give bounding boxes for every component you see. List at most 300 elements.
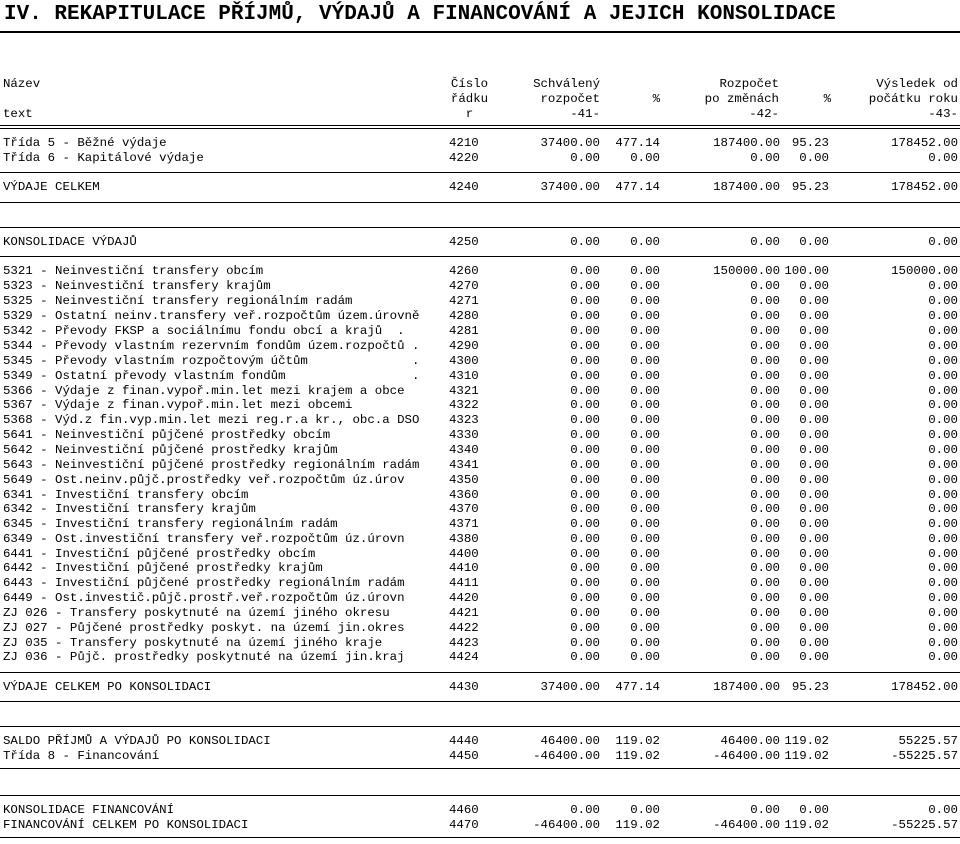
row-code: 4280 <box>449 309 479 323</box>
revised-budget: 0.00 <box>750 294 780 308</box>
approved-percent: 0.00 <box>630 279 660 293</box>
approved-percent: 0.00 <box>630 309 660 323</box>
section-rule <box>0 172 960 173</box>
table-row <box>0 621 960 636</box>
revised-percent: 0.00 <box>799 279 829 293</box>
header-code: řádku <box>450 92 489 106</box>
table-row <box>0 294 960 309</box>
revised-percent: 0.00 <box>799 576 829 590</box>
revised-percent: 0.00 <box>799 621 829 635</box>
approved-percent: 0.00 <box>630 235 660 249</box>
table-row <box>0 636 960 651</box>
row-code: 4410 <box>449 561 479 575</box>
row-label: Třída 5 - Běžné výdaje <box>3 136 167 150</box>
result-value: 178452.00 <box>891 680 958 694</box>
approved-percent: 0.00 <box>630 339 660 353</box>
revised-percent: 0.00 <box>799 398 829 412</box>
approved-budget: 0.00 <box>570 636 600 650</box>
revised-percent: 0.00 <box>799 339 829 353</box>
section-rule <box>0 128 960 129</box>
row-code: 4430 <box>449 680 479 694</box>
row-label: VÝDAJE CELKEM <box>3 180 100 194</box>
section-rule <box>0 256 960 257</box>
revised-percent: 0.00 <box>799 636 829 650</box>
approved-budget: 0.00 <box>570 650 600 664</box>
row-label: 5342 - Převody FKSP a sociálnímu fondu obcí a krajů . <box>3 324 405 338</box>
approved-budget: 0.00 <box>570 398 600 412</box>
header-result: počátku roku <box>868 92 958 106</box>
row-label: 5643 - Neinvestiční půjčené prostředky regionálním radám <box>3 458 420 472</box>
revised-percent: 0.00 <box>799 294 829 308</box>
table-row <box>0 443 960 458</box>
revised-budget: 0.00 <box>750 576 780 590</box>
revised-percent: 0.00 <box>799 606 829 620</box>
revised-budget: 0.00 <box>750 443 780 457</box>
row-code: 4371 <box>449 517 479 531</box>
row-label: 5345 - Převody vlastním rozpočtovým účtům . <box>3 354 420 368</box>
result-value: 0.00 <box>928 576 958 590</box>
revised-percent: 0.00 <box>799 309 829 323</box>
row-label: Třída 8 - Financování <box>3 749 160 763</box>
revised-percent: 0.00 <box>799 650 829 664</box>
result-value: 0.00 <box>928 309 958 323</box>
table-row <box>0 279 960 294</box>
revised-budget: 0.00 <box>750 324 780 338</box>
header-budget: po změnách <box>704 92 779 106</box>
row-label: 6441 - Investiční půjčené prostředky obcím <box>3 547 316 561</box>
revised-percent: 0.00 <box>799 547 829 561</box>
table-row <box>0 235 960 250</box>
approved-percent: 0.00 <box>630 650 660 664</box>
table-row <box>0 428 960 443</box>
approved-percent: 0.00 <box>630 413 660 427</box>
table-row <box>0 532 960 547</box>
revised-budget: 0.00 <box>750 547 780 561</box>
approved-percent: 0.00 <box>630 443 660 457</box>
revised-budget: 0.00 <box>750 488 780 502</box>
approved-percent: 0.00 <box>630 458 660 472</box>
approved-percent: 0.00 <box>630 369 660 383</box>
header-name: Název <box>3 77 41 91</box>
header-approved: Schválený <box>533 77 600 91</box>
approved-budget: 37400.00 <box>540 680 600 694</box>
row-code: 4271 <box>449 294 479 308</box>
row-label: ZJ 026 - Transfery poskytnuté na území jiného okresu <box>3 606 390 620</box>
approved-percent: 0.00 <box>630 473 660 487</box>
revised-budget: 0.00 <box>750 803 780 817</box>
revised-percent: 0.00 <box>799 532 829 546</box>
row-label: ZJ 035 - Transfery poskytnuté na území jiného kraje <box>3 636 383 650</box>
row-code: 4322 <box>449 398 479 412</box>
result-value: 0.00 <box>928 561 958 575</box>
row-code: 4440 <box>449 734 479 748</box>
approved-percent: 119.02 <box>615 734 660 748</box>
row-code: 4341 <box>449 458 479 472</box>
revised-budget: 0.00 <box>750 621 780 635</box>
revised-budget: 0.00 <box>750 428 780 442</box>
row-code: 4340 <box>449 443 479 457</box>
revised-percent: 0.00 <box>799 413 829 427</box>
row-label: 6341 - Investiční transfery obcím <box>3 488 249 502</box>
row-label: 5367 - Výdaje z finan.vypoř.min.let mezi obcemi <box>3 398 353 412</box>
revised-budget: 0.00 <box>750 636 780 650</box>
row-code: 4411 <box>449 576 479 590</box>
approved-percent: 477.14 <box>615 680 660 694</box>
result-value: 0.00 <box>928 369 958 383</box>
row-label: 5329 - Ostatní neinv.transfery veř.rozpočtům územ.úrovně <box>3 309 420 323</box>
row-label: 5321 - Neinvestiční transfery obcím <box>3 264 264 278</box>
approved-budget: 0.00 <box>570 502 600 516</box>
revised-budget: 0.00 <box>750 591 780 605</box>
approved-percent: 0.00 <box>630 576 660 590</box>
row-code: 4220 <box>449 151 479 165</box>
table-row <box>0 547 960 562</box>
revised-percent: 0.00 <box>799 502 829 516</box>
row-code: 4250 <box>449 235 479 249</box>
table-row <box>0 818 960 833</box>
header-budget: Rozpočet <box>719 77 779 91</box>
result-value: 0.00 <box>928 650 958 664</box>
row-label: 5649 - Ost.neinv.půjč.prostředky veř.rozpočtům úz.úrov <box>3 473 405 487</box>
row-code: 4400 <box>449 547 479 561</box>
revised-budget: 0.00 <box>750 339 780 353</box>
row-label: ZJ 027 - Půjčené prostředky poskyt. na území jin.okres <box>3 621 405 635</box>
result-value: 0.00 <box>928 488 958 502</box>
revised-budget: 0.00 <box>750 517 780 531</box>
revised-percent: 0.00 <box>799 488 829 502</box>
row-label: KONSOLIDACE FINANCOVÁNÍ <box>3 803 175 817</box>
table-row <box>0 473 960 488</box>
revised-budget: 0.00 <box>750 458 780 472</box>
row-code: 4270 <box>449 279 479 293</box>
header-result: -43- <box>928 107 958 121</box>
row-label: VÝDAJE CELKEM PO KONSOLIDACI <box>3 680 212 694</box>
approved-budget: 0.00 <box>570 413 600 427</box>
header-code: Číslo <box>450 77 489 91</box>
approved-percent: 0.00 <box>630 561 660 575</box>
header-approved: -41- <box>570 107 600 121</box>
revised-percent: 119.02 <box>784 734 829 748</box>
result-value: 0.00 <box>928 324 958 338</box>
table-row <box>0 369 960 384</box>
result-value: 0.00 <box>928 443 958 457</box>
table-row <box>0 180 960 195</box>
result-value: 150000.00 <box>891 264 958 278</box>
revised-percent: 119.02 <box>784 749 829 763</box>
revised-budget: 0.00 <box>750 561 780 575</box>
revised-budget: 0.00 <box>750 473 780 487</box>
row-code: 4300 <box>449 354 479 368</box>
approved-budget: 0.00 <box>570 235 600 249</box>
header-result: Výsledek od <box>876 77 958 91</box>
table-row <box>0 803 960 818</box>
approved-budget: 0.00 <box>570 309 600 323</box>
approved-budget: 0.00 <box>570 547 600 561</box>
result-value: 0.00 <box>928 279 958 293</box>
revised-budget: 0.00 <box>750 235 780 249</box>
approved-budget: 0.00 <box>570 428 600 442</box>
row-code: 4424 <box>449 650 479 664</box>
row-code: 4281 <box>449 324 479 338</box>
row-code: 4290 <box>449 339 479 353</box>
row-code: 4260 <box>449 264 479 278</box>
table-row <box>0 680 960 695</box>
revised-budget: 187400.00 <box>713 180 780 194</box>
approved-budget: 0.00 <box>570 591 600 605</box>
approved-budget: 0.00 <box>570 488 600 502</box>
revised-percent: 0.00 <box>799 803 829 817</box>
header-code: r <box>465 107 474 121</box>
approved-percent: 0.00 <box>630 398 660 412</box>
revised-percent: 95.23 <box>791 680 829 694</box>
result-value: 0.00 <box>928 354 958 368</box>
row-code: 4422 <box>449 621 479 635</box>
result-value: 0.00 <box>928 384 958 398</box>
approved-budget: 0.00 <box>570 279 600 293</box>
approved-percent: 0.00 <box>630 488 660 502</box>
row-code: 4380 <box>449 532 479 546</box>
approved-budget: 0.00 <box>570 473 600 487</box>
row-code: 4421 <box>449 606 479 620</box>
result-value: 0.00 <box>928 413 958 427</box>
result-value: 0.00 <box>928 294 958 308</box>
approved-percent: 0.00 <box>630 264 660 278</box>
section-rule <box>0 837 960 838</box>
revised-percent: 0.00 <box>799 324 829 338</box>
revised-budget: -46400.00 <box>713 818 780 832</box>
result-value: 0.00 <box>928 502 958 516</box>
result-value: 0.00 <box>928 151 958 165</box>
row-label: Třída 6 - Kapitálové výdaje <box>3 151 204 165</box>
revised-percent: 0.00 <box>799 428 829 442</box>
row-label: 5325 - Neinvestiční transfery regionálním radám <box>3 294 353 308</box>
result-value: 55225.57 <box>898 734 958 748</box>
revised-percent: 0.00 <box>799 517 829 531</box>
revised-percent: 0.00 <box>799 151 829 165</box>
approved-percent: 0.00 <box>630 591 660 605</box>
header-line-1 <box>0 77 960 92</box>
revised-budget: 0.00 <box>750 369 780 383</box>
revised-budget: 187400.00 <box>713 680 780 694</box>
table-row <box>0 413 960 428</box>
approved-budget: 0.00 <box>570 532 600 546</box>
result-value: 0.00 <box>928 532 958 546</box>
revised-budget: 0.00 <box>750 354 780 368</box>
approved-budget: 0.00 <box>570 443 600 457</box>
approved-percent: 0.00 <box>630 803 660 817</box>
result-value: 0.00 <box>928 473 958 487</box>
revised-budget: 0.00 <box>750 606 780 620</box>
table-row <box>0 136 960 151</box>
revised-percent: 0.00 <box>799 384 829 398</box>
section-rule <box>0 701 960 702</box>
approved-percent: 0.00 <box>630 428 660 442</box>
row-label: 6345 - Investiční transfery regionálním radám <box>3 517 338 531</box>
approved-budget: 0.00 <box>570 803 600 817</box>
revised-percent: 0.00 <box>799 458 829 472</box>
result-value: -55225.57 <box>891 818 958 832</box>
section-rule <box>0 202 960 203</box>
row-label: 6349 - Ost.investiční transfery veř.rozpočtům úz.úrovn <box>3 532 405 546</box>
approved-budget: 0.00 <box>570 621 600 635</box>
row-label: 6443 - Investiční půjčené prostředky regionálním radám <box>3 576 405 590</box>
approved-budget: 0.00 <box>570 606 600 620</box>
revised-budget: 0.00 <box>750 151 780 165</box>
approved-budget: 0.00 <box>570 561 600 575</box>
result-value: 0.00 <box>928 235 958 249</box>
section-rule <box>0 227 960 228</box>
result-value: 178452.00 <box>891 136 958 150</box>
approved-budget: 0.00 <box>570 151 600 165</box>
table-row <box>0 354 960 369</box>
revised-budget: -46400.00 <box>713 749 780 763</box>
approved-percent: 0.00 <box>630 606 660 620</box>
result-value: 0.00 <box>928 428 958 442</box>
row-code: 4321 <box>449 384 479 398</box>
approved-budget: 0.00 <box>570 264 600 278</box>
row-code: 4470 <box>449 818 479 832</box>
row-label: 5368 - Výd.z fin.vyp.min.let mezi reg.r.a kr., obc.a DSO <box>3 413 420 427</box>
approved-percent: 477.14 <box>615 136 660 150</box>
revised-percent: 100.00 <box>784 264 829 278</box>
table-row <box>0 339 960 354</box>
approved-budget: -46400.00 <box>533 818 600 832</box>
revised-budget: 150000.00 <box>713 264 780 278</box>
revised-percent: 0.00 <box>799 561 829 575</box>
row-code: 4360 <box>449 488 479 502</box>
result-value: -55225.57 <box>891 749 958 763</box>
revised-percent: 95.23 <box>791 136 829 150</box>
revised-percent: 95.23 <box>791 180 829 194</box>
approved-percent: 119.02 <box>615 749 660 763</box>
row-label: 5323 - Neinvestiční transfery krajům <box>3 279 271 293</box>
row-label: KONSOLIDACE VÝDAJŮ <box>3 235 137 249</box>
table-row <box>0 576 960 591</box>
result-value: 0.00 <box>928 591 958 605</box>
revised-budget: 0.00 <box>750 502 780 516</box>
table-row <box>0 324 960 339</box>
approved-percent: 0.00 <box>630 384 660 398</box>
table-row <box>0 650 960 665</box>
approved-budget: 0.00 <box>570 384 600 398</box>
result-value: 0.00 <box>928 803 958 817</box>
row-label: FINANCOVÁNÍ CELKEM PO KONSOLIDACI <box>3 818 249 832</box>
result-value: 0.00 <box>928 621 958 635</box>
section-rule <box>0 768 960 769</box>
table-row <box>0 734 960 749</box>
table-row <box>0 458 960 473</box>
header-line-2 <box>0 92 960 107</box>
result-value: 0.00 <box>928 547 958 561</box>
row-label: 5366 - Výdaje z finan.vypoř.min.let mezi krajem a obce <box>3 384 405 398</box>
approved-budget: 0.00 <box>570 458 600 472</box>
approved-budget: 0.00 <box>570 354 600 368</box>
row-code: 4420 <box>449 591 479 605</box>
row-code: 4210 <box>449 136 479 150</box>
result-value: 0.00 <box>928 458 958 472</box>
row-label: 5641 - Neinvestiční půjčené prostředky obcím <box>3 428 331 442</box>
row-code: 4330 <box>449 428 479 442</box>
revised-budget: 0.00 <box>750 384 780 398</box>
row-label: ZJ 036 - Půjč. prostředky poskytnuté na území jin.kraj <box>3 650 405 664</box>
approved-budget: 37400.00 <box>540 180 600 194</box>
approved-budget: 0.00 <box>570 517 600 531</box>
row-label: 5344 - Převody vlastním rezervním fondům územ.rozpočtů . <box>3 339 420 353</box>
header-line-3 <box>0 107 960 122</box>
header-name: text <box>3 107 33 121</box>
header-rule <box>0 125 960 126</box>
row-label: 6342 - Investiční transfery krajům <box>3 502 256 516</box>
revised-budget: 0.00 <box>750 279 780 293</box>
revised-budget: 0.00 <box>750 309 780 323</box>
section-rule <box>0 726 960 727</box>
approved-budget: 0.00 <box>570 339 600 353</box>
table-row <box>0 488 960 503</box>
title-underline <box>0 31 960 33</box>
report-title: IV. REKAPITULACE PŘÍJMŮ, VÝDAJŮ A FINANCOVÁNÍ A JEJICH KONSOLIDACE <box>4 3 836 26</box>
result-value: 0.00 <box>928 636 958 650</box>
revised-percent: 0.00 <box>799 473 829 487</box>
result-value: 0.00 <box>928 398 958 412</box>
approved-percent: 0.00 <box>630 621 660 635</box>
approved-percent: 0.00 <box>630 636 660 650</box>
table-row <box>0 384 960 399</box>
row-label: 5349 - Ostatní převody vlastním fondům . <box>3 369 420 383</box>
result-value: 0.00 <box>928 517 958 531</box>
revised-budget: 0.00 <box>750 650 780 664</box>
approved-budget: 46400.00 <box>540 734 600 748</box>
table-row <box>0 502 960 517</box>
header-percent-1: % <box>652 92 660 106</box>
row-code: 4460 <box>449 803 479 817</box>
section-rule <box>0 672 960 673</box>
revised-percent: 0.00 <box>799 354 829 368</box>
approved-budget: -46400.00 <box>533 749 600 763</box>
table-row <box>0 591 960 606</box>
revised-budget: 187400.00 <box>713 136 780 150</box>
revised-percent: 0.00 <box>799 369 829 383</box>
result-value: 0.00 <box>928 339 958 353</box>
row-code: 4323 <box>449 413 479 427</box>
approved-percent: 477.14 <box>615 180 660 194</box>
section-rule <box>0 795 960 796</box>
approved-percent: 119.02 <box>615 818 660 832</box>
row-label: 6449 - Ost.investič.půjč.prostř.veř.rozpočtům úz.úrovn <box>3 591 405 605</box>
table-row <box>0 151 960 166</box>
table-row <box>0 561 960 576</box>
revised-percent: 0.00 <box>799 235 829 249</box>
row-code: 4310 <box>449 369 479 383</box>
row-label: SALDO PŘÍJMŮ A VÝDAJŮ PO KONSOLIDACI <box>3 734 271 748</box>
table-row <box>0 309 960 324</box>
approved-budget: 0.00 <box>570 294 600 308</box>
approved-percent: 0.00 <box>630 502 660 516</box>
approved-budget: 0.00 <box>570 369 600 383</box>
result-value: 0.00 <box>928 606 958 620</box>
table-row <box>0 517 960 532</box>
header-approved: rozpočet <box>540 92 600 106</box>
revised-budget: 0.00 <box>750 532 780 546</box>
approved-percent: 0.00 <box>630 532 660 546</box>
revised-percent: 0.00 <box>799 443 829 457</box>
approved-budget: 0.00 <box>570 576 600 590</box>
approved-percent: 0.00 <box>630 294 660 308</box>
row-code: 4240 <box>449 180 479 194</box>
revised-budget: 0.00 <box>750 398 780 412</box>
table-row <box>0 264 960 279</box>
approved-percent: 0.00 <box>630 354 660 368</box>
row-code: 4350 <box>449 473 479 487</box>
